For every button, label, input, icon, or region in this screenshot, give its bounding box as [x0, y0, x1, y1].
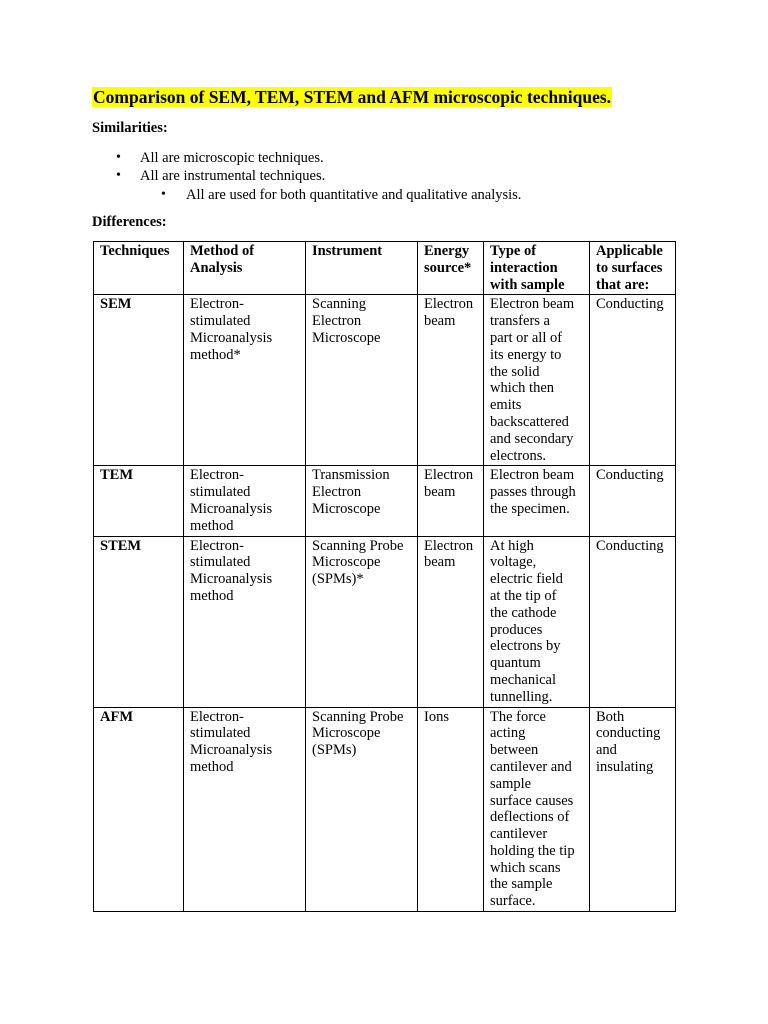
header-method: Method of Analysis	[184, 242, 306, 295]
cell-surfaces: Both conducting and insulating	[590, 707, 676, 912]
cell-instrument: Scanning Probe Microscope (SPMs)*	[306, 536, 418, 707]
cell-instrument: Transmission Electron Microscope	[306, 466, 418, 536]
cell-technique: SEM	[94, 295, 184, 466]
cell-energy-source: Electron beam	[418, 466, 484, 536]
header-interaction: Type of interaction with sample	[484, 242, 590, 295]
bullet-icon: •	[161, 187, 166, 202]
cell-energy-source: Electron beam	[418, 536, 484, 707]
list-item-text: All are used for both quantitative and qualitative analysis.	[186, 187, 522, 203]
cell-interaction: The force acting between cantilever and sample surface causes deflections of cantilever holding the tip which scans the sample surface.	[484, 707, 590, 912]
cell-interaction: Electron beam transfers a part or all of its energy to the solid which then emits backscattered and secondary electrons.	[484, 295, 590, 466]
table-row	[94, 536, 676, 707]
table-row	[94, 466, 676, 536]
cell-interaction: Electron beam passes through the specimen.	[484, 466, 590, 536]
cell-energy-source: Electron beam	[418, 295, 484, 466]
cell-surfaces: Conducting	[590, 295, 676, 466]
header-instrument: Instrument	[306, 242, 418, 295]
cell-method: Electron- stimulated Microanalysis method*	[184, 295, 306, 466]
cell-method: Electron- stimulated Microanalysis method	[184, 466, 306, 536]
header-surfaces: Applicable to surfaces that are:	[590, 242, 676, 295]
cell-surfaces: Conducting	[590, 466, 676, 536]
cell-technique: AFM	[94, 707, 184, 912]
cell-technique: STEM	[94, 536, 184, 707]
list-item-text: All are microscopic techniques.	[140, 150, 324, 166]
comparison-table	[93, 241, 676, 912]
cell-technique: TEM	[94, 466, 184, 536]
bullet-icon: •	[116, 168, 121, 183]
cell-surfaces: Conducting	[590, 536, 676, 707]
cell-instrument: Scanning Electron Microscope	[306, 295, 418, 466]
list-item-text: All are instrumental techniques.	[140, 168, 326, 184]
bullet-icon: •	[116, 150, 121, 165]
table-row	[94, 707, 676, 912]
table-header-row	[94, 242, 676, 295]
similarities-heading: Similarities:	[92, 120, 168, 136]
cell-instrument: Scanning Probe Microscope (SPMs)	[306, 707, 418, 912]
cell-interaction: At high voltage, electric field at the tip of the cathode produces electrons by quantum mechanical tunnelling.	[484, 536, 590, 707]
header-techniques: Techniques	[94, 242, 184, 295]
title-highlight: Comparison of SEM, TEM, STEM and AFM microscopic techniques.	[93, 87, 612, 107]
cell-method: Electron- stimulated Microanalysis method	[184, 707, 306, 912]
page-title	[92, 86, 612, 108]
differences-heading: Differences:	[92, 214, 167, 230]
table-row	[94, 295, 676, 466]
cell-method: Electron- stimulated Microanalysis method	[184, 536, 306, 707]
header-energy-source: Energy source*	[418, 242, 484, 295]
cell-energy-source: Ions	[418, 707, 484, 912]
